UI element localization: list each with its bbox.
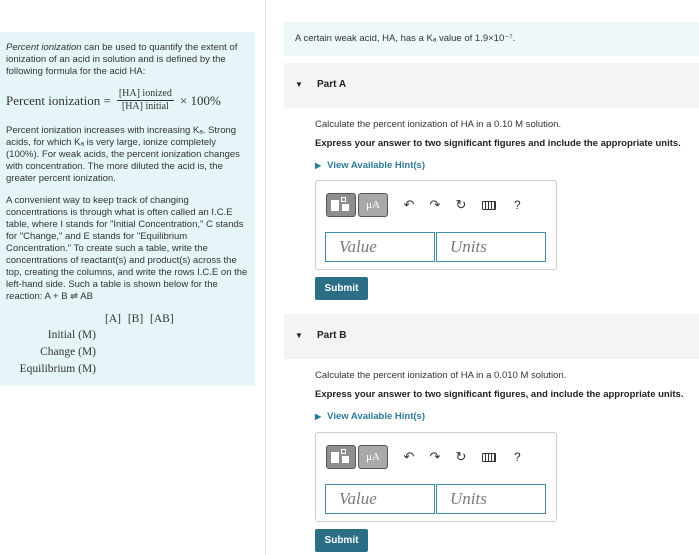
reset-icon[interactable]: ↻ [455,197,467,212]
part-b-units-input[interactable]: Units [436,484,546,514]
part-b-instruction: Express your answer to two significant figures, and include the appropriate units. [315,389,684,400]
units-icon[interactable]: μA [358,193,388,217]
part-a-toolbar [326,193,521,217]
ice-table-header: [A] [B] [AB] [105,313,174,325]
ice-row-change: Change (M) [40,346,96,358]
part-a-answer-box [315,180,557,270]
part-b-submit-button[interactable]: Submit [315,529,368,552]
part-a-units-input[interactable]: Units [436,232,546,262]
info-panel [0,32,255,386]
part-b-toolbar [326,445,521,469]
caret-right-icon: ▶ [315,412,322,421]
part-b-hint-link[interactable] [315,411,425,422]
part-a-title: Part A [317,79,347,90]
keyboard-icon[interactable] [482,453,496,462]
part-b-answer-box [315,432,557,522]
part-a-submit-button[interactable]: Submit [315,277,368,300]
formula-fraction [117,88,174,113]
caret-down-icon: ▼ [295,331,303,340]
ice-row-equilibrium: Equilibrium (M) [19,363,96,375]
formula-multiplier: × 100% [179,92,221,108]
units-icon[interactable]: μA [358,445,388,469]
redo-icon[interactable]: ↷ [429,197,441,212]
formula-numerator: [HA] ionized [118,88,172,99]
formula-denominator: [HA] initial [121,101,169,112]
redo-icon[interactable]: ↷ [429,449,441,464]
templates-icon[interactable] [326,193,356,217]
part-b-value-input[interactable]: Value [325,484,435,514]
help-icon[interactable]: ? [514,450,521,464]
part-a-instruction: Express your answer to two significant figures and include the appropriate units. [315,138,681,149]
help-icon[interactable]: ? [514,198,521,212]
info-paragraph-ice: A convenient way to keep track of changing concentrations is through what is often called an I.C.E table, where I stands for "Initial Concentration," C stands for "Change," and E stands for "Equilibrium Concentration." To create such a table, write the concentrations of reactant(s) and product(s) across the top, creating the columns, and write the rows I.C.E on the left-hand side. Such a table is shown below for the reaction: A + B ⇌ AB [6,195,248,302]
keyboard-icon[interactable] [482,201,496,210]
reset-icon[interactable]: ↻ [455,449,467,464]
part-a-question: Calculate the percent ionization of HA in a 0.10 M solution. [315,119,562,130]
templates-icon[interactable] [326,445,356,469]
undo-icon[interactable]: ↶ [403,449,415,464]
part-b-question: Calculate the percent ionization of HA in a 0.010 M solution. [315,370,567,381]
part-b-header[interactable] [284,314,699,359]
caret-down-icon: ▼ [295,80,303,89]
percent-ionization-formula [6,88,249,113]
caret-right-icon: ▶ [315,161,322,170]
problem-intro: A certain weak acid, HA, has a Kₐ value of 1.9×10⁻⁷. [284,22,699,56]
info-paragraph-definition [6,42,249,78]
info-paragraph-strength: Percent ionization increases with increasing Kₐ. Strong acids, for which Kₐ is very large, ionize completely (100%). For weak acids, the percent ionization changes with concentration. The more diluted the acid is, the greater percent ionization. [6,125,240,184]
ice-table [6,313,249,383]
ice-row-initial: Initial (M) [47,329,96,341]
definition-text: can be used to quantify the extent of ionization of an acid in solution and is defined by the following formula for the acid HA: [6,42,238,77]
part-b-hint-label: View Available Hint(s) [327,411,425,422]
part-a-header[interactable] [284,63,699,108]
formula-label: Percent ionization = [6,92,111,108]
part-a-hint-link[interactable] [315,160,425,171]
part-b-title: Part B [317,330,347,341]
part-a-hint-label: View Available Hint(s) [327,160,425,171]
undo-icon[interactable]: ↶ [403,197,415,212]
column-divider [265,0,266,555]
part-a-value-input[interactable]: Value [325,232,435,262]
term-percent-ionization: Percent ionization [6,42,82,53]
